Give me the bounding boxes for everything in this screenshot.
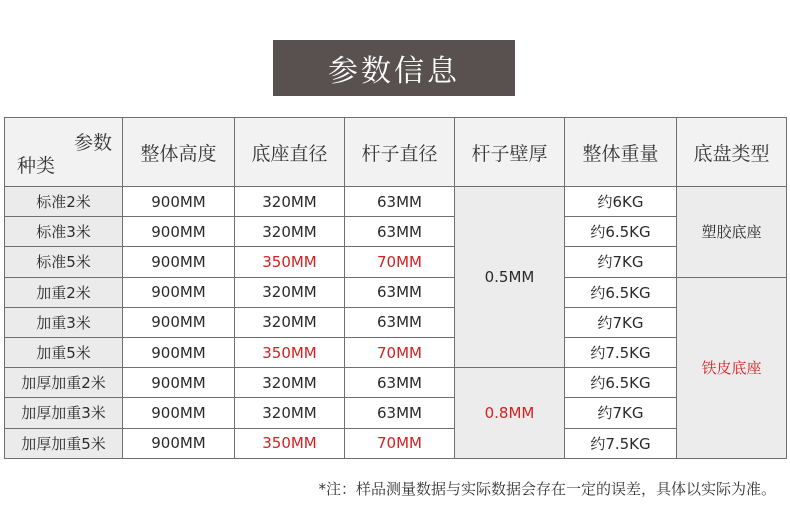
cell-height: 900MM [123, 337, 235, 367]
cell-pole-diameter: 63MM [345, 277, 455, 307]
cell-base-diameter: 320MM [235, 307, 345, 337]
table-row [5, 187, 787, 217]
header-weight: 整体重量 [565, 118, 677, 187]
cell-weight: 约6.5KG [565, 368, 677, 398]
cell-height: 900MM [123, 368, 235, 398]
cell-base-diameter: 350MM [235, 428, 345, 458]
cell-height: 900MM [123, 307, 235, 337]
cell-weight: 约6.5KG [565, 217, 677, 247]
table-row [5, 428, 787, 458]
cell-weight: 约6.5KG [565, 277, 677, 307]
row-name: 加重3米 [5, 307, 123, 337]
cell-weight: 约7.5KG [565, 337, 677, 367]
cell-base-diameter: 350MM [235, 337, 345, 367]
row-name: 加重5米 [5, 337, 123, 367]
row-name: 加厚加重5米 [5, 428, 123, 458]
cell-weight: 约7KG [565, 307, 677, 337]
cell-height: 900MM [123, 247, 235, 277]
cell-weight: 约7KG [565, 247, 677, 277]
corner-label-type: 种类 [17, 155, 56, 177]
table-row [5, 247, 787, 277]
cell-base-diameter: 320MM [235, 187, 345, 217]
table-row [5, 398, 787, 428]
header-pole-diameter: 杆子直径 [345, 118, 455, 187]
row-name: 标准3米 [5, 217, 123, 247]
header-base-type: 底盘类型 [677, 118, 787, 187]
cell-weight: 约6KG [565, 187, 677, 217]
cell-weight: 约7KG [565, 398, 677, 428]
cell-pole-diameter: 63MM [345, 398, 455, 428]
table-row [5, 368, 787, 398]
corner-label-params: 参数 [73, 132, 112, 154]
row-name: 加重2米 [5, 277, 123, 307]
cell-base-diameter: 320MM [235, 368, 345, 398]
cell-base-diameter: 320MM [235, 398, 345, 428]
cell-height: 900MM [123, 187, 235, 217]
cell-height: 900MM [123, 277, 235, 307]
cell-wall-thickness-group1: 0.5MM [455, 187, 565, 368]
cell-base-diameter: 350MM [235, 247, 345, 277]
cell-pole-diameter: 70MM [345, 247, 455, 277]
header-height: 整体高度 [123, 118, 235, 187]
cell-pole-diameter: 63MM [345, 368, 455, 398]
row-name: 加厚加重3米 [5, 398, 123, 428]
spec-table [4, 117, 787, 459]
cell-pole-diameter: 63MM [345, 307, 455, 337]
row-name: 标准2米 [5, 187, 123, 217]
disclaimer-note: *注：样品测量数据与实际数据会存在一定的误差，具体以实际为准。 [318, 480, 776, 498]
table-row [5, 277, 787, 307]
cell-base-diameter: 320MM [235, 277, 345, 307]
header-base-diameter: 底座直径 [235, 118, 345, 187]
row-name: 加厚加重2米 [5, 368, 123, 398]
cell-pole-diameter: 70MM [345, 337, 455, 367]
row-name: 标准5米 [5, 247, 123, 277]
cell-pole-diameter: 63MM [345, 217, 455, 247]
cell-weight: 约7.5KG [565, 428, 677, 458]
cell-height: 900MM [123, 398, 235, 428]
table-row [5, 337, 787, 367]
cell-pole-diameter: 70MM [345, 428, 455, 458]
cell-base-type-group2: 铁皮底座 [677, 277, 787, 458]
cell-wall-thickness-group2: 0.8MM [455, 368, 565, 459]
table-row [5, 217, 787, 247]
cell-base-type-group1: 塑胶底座 [677, 187, 787, 278]
cell-height: 900MM [123, 217, 235, 247]
cell-pole-diameter: 63MM [345, 187, 455, 217]
table-row [5, 307, 787, 337]
cell-height: 900MM [123, 428, 235, 458]
header-wall-thickness: 杆子壁厚 [455, 118, 565, 187]
corner-header-cell [5, 118, 123, 187]
table-header-row [5, 118, 787, 187]
cell-base-diameter: 320MM [235, 217, 345, 247]
page-title: 参数信息 [273, 40, 515, 96]
